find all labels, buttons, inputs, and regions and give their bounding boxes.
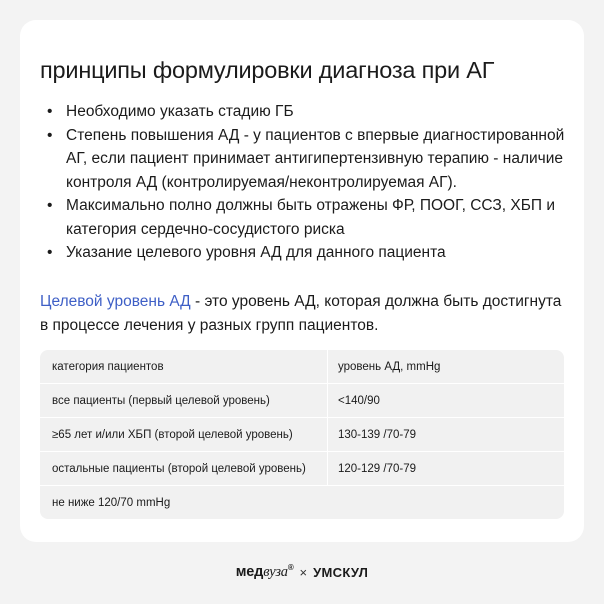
table-cell-bp-level: <140/90	[338, 394, 380, 407]
umskul-logo: УМСКУЛ	[313, 564, 369, 580]
list-item: • Максимально полно должны быть отражены ФР, ПООГ, ССЗ, ХБП и категория сердечно-сосудистого риска	[42, 194, 567, 241]
table-header-category: категория пациентов	[40, 350, 328, 383]
list-item: • Степень повышения АД - у пациентов с впервые диагностированной АГ, если пациент принимает антигипертензивную терапию - наличие контроля АД (контролируемая/неконтролируемая АГ).	[42, 124, 567, 195]
list-item: • Необходимо указать стадию ГБ	[42, 100, 567, 124]
table-cell-bp-level: 120-129 /70-79	[338, 462, 417, 475]
table-cell-category: все пациенты (первый целевой уровень)	[40, 384, 328, 417]
table-header-bp-level: уровень АД, mmHg	[338, 360, 441, 373]
principles-list	[42, 100, 567, 265]
table-row	[40, 384, 564, 418]
table-row	[40, 452, 564, 486]
brand-footer	[0, 560, 604, 584]
medvuza-logo: медвуза®	[235, 563, 294, 580]
target-level-definition	[40, 290, 565, 337]
cross-icon: ×	[299, 564, 308, 580]
target-bp-table	[40, 350, 564, 519]
table-cell-category: ≥65 лет и/или ХБП (второй целевой уровень)	[40, 418, 328, 451]
page-title: принципы формулировки диагноза при АГ	[40, 57, 495, 83]
table-cell-category: остальные пациенты (второй целевой уровень)	[40, 452, 328, 485]
table-header-row	[40, 350, 564, 384]
table-footer-note: не ниже 120/70 mmHg	[52, 496, 171, 509]
table-footer-row	[40, 486, 564, 519]
content-card	[20, 20, 584, 542]
target-level-term: Целевой уровень АД	[40, 293, 191, 310]
table-cell-bp-level: 130-139 /70-79	[338, 428, 417, 441]
target-level-description: - это уровень АД, которая должна быть достигнута в процессе лечения у разных групп пациентов.	[40, 293, 562, 334]
list-item: • Указание целевого уровня АД для данного пациента	[42, 241, 567, 265]
table-row	[40, 418, 564, 452]
